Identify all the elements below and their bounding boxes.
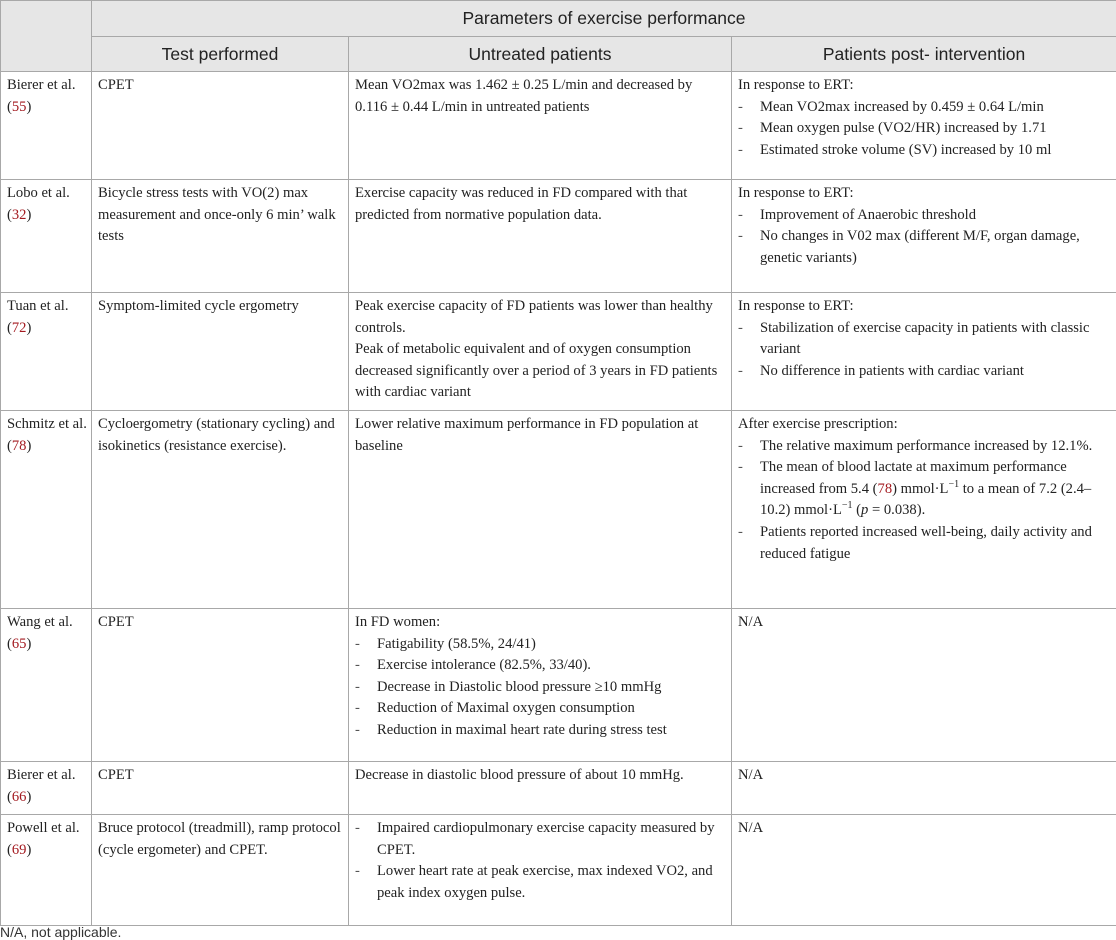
post-cell: In response to ERT: - Improvement of Anaerobic threshold - No changes in V02 max (different M/F, organ damage, genetic variants) — [732, 180, 1116, 293]
untreated-cell: Exercise capacity was reduced in FD compared with that predicted from normative population data. — [349, 180, 732, 293]
list-item: - Reduction in maximal heart rate during stress test — [355, 720, 725, 742]
table-row — [1, 608, 1116, 761]
table-row — [1, 293, 1116, 411]
test-cell: Cycloergometry (stationary cycling) and isokinetics (resistance exercise). — [92, 410, 349, 608]
header-group-label: Parameters of exercise performance — [92, 1, 1116, 37]
test-cell: CPET — [92, 72, 349, 180]
post-cell: After exercise prescription: - The relative maximum performance increased by 12.1%. - The mean of blood lactate at maximum performance increased from 5.4 (78) $mmol\cdot L^{-1}$ to a mean of 7.2 (2.4–10.2) $mmol\cdot L^{-1}$ (p = 0.038). - Patients reported increased well-being, daily activity and reduced fatigue — [732, 410, 1116, 608]
col-header-test: Test performed — [92, 37, 349, 72]
test-cell: Bruce protocol (treadmill), ramp protocol (cycle ergometer) and CPET. — [92, 815, 349, 926]
list-item: - Estimated stroke volume (SV) increased by 10 ml — [738, 140, 1110, 162]
reference-link[interactable]: 32 — [11, 206, 27, 223]
list-item: - Impaired cardiopulmonary exercise capacity measured by CPET. — [355, 818, 725, 861]
table-row — [1, 410, 1116, 608]
header-blank-cell — [1, 1, 92, 72]
post-cell: N/A — [732, 608, 1116, 761]
untreated-cell: In FD women: - Fatigability (58.5%, 24/41) - Exercise intolerance (82.5%, 33/40). - Decrease in Diastolic blood pressure ≥10 mmHg - Reduction of Maximal oxygen consumption - Reduction in maximal heart rate during stress test — [349, 608, 732, 761]
reference-link[interactable]: 78 — [11, 437, 27, 454]
reference-link[interactable]: 78 — [877, 480, 893, 497]
author-cell: Schmitz et al. (78) — [1, 410, 92, 608]
list-item: - Patients reported increased well-being, daily activity and reduced fatigue — [738, 522, 1110, 565]
list-item: - Reduction of Maximal oxygen consumption — [355, 698, 725, 720]
test-cell: CPET — [92, 608, 349, 761]
table-row — [1, 180, 1116, 293]
untreated-cell: Peak exercise capacity of FD patients was lower than healthy controls. Peak of metabolic equivalent and of oxygen consumption decreased significantly over a period of 3 years in FD patients with cardiac variant — [349, 293, 732, 411]
list-item: - The relative maximum performance increased by 12.1%. — [738, 436, 1110, 458]
table-row — [1, 72, 1116, 180]
col-header-post: Patients post- intervention — [732, 37, 1116, 72]
table-row — [1, 761, 1116, 814]
post-cell: In response to ERT: - Stabilization of exercise capacity in patients with classic variant - No difference in patients with cardiac variant — [732, 293, 1116, 411]
post-cell: N/A — [732, 815, 1116, 926]
table-row — [1, 815, 1116, 926]
author-cell: Bierer et al. (55) — [1, 72, 92, 180]
reference-link[interactable]: 72 — [11, 319, 27, 336]
author-cell: Wang et al. (65) — [1, 608, 92, 761]
untreated-cell: Decrease in diastolic blood pressure of about 10 mmHg. — [349, 761, 732, 814]
list-item: - Improvement of Anaerobic threshold — [738, 205, 1110, 227]
table-footnote: N/A, not applicable. — [0, 924, 122, 940]
untreated-cell: Lower relative maximum performance in FD population at baseline — [349, 410, 732, 608]
list-item: - No difference in patients with cardiac variant — [738, 361, 1110, 383]
reference-link[interactable]: 66 — [11, 788, 27, 805]
list-item: - Lower heart rate at peak exercise, max indexed VO2, and peak index oxygen pulse. — [355, 861, 725, 904]
reference-link[interactable]: 55 — [11, 98, 27, 115]
list-item: - Mean VO2max increased by 0.459 ± 0.64 L/min — [738, 97, 1110, 119]
author-cell: Powell et al. (69) — [1, 815, 92, 926]
post-cell: N/A — [732, 761, 1116, 814]
col-header-untreated: Untreated patients — [349, 37, 732, 72]
test-cell: Bicycle stress tests with VO(2) max measurement and once-only 6 min’ walk tests — [92, 180, 349, 293]
test-cell: CPET — [92, 761, 349, 814]
list-item: - Exercise intolerance (82.5%, 33/40). — [355, 655, 725, 677]
list-item: - The mean of blood lactate at maximum performance increased from 5.4 (78) $mmol\cdot L^{-1}$ to a mean of 7.2 (2.4–10.2) $mmol\cdot L^{-1}$ (p = 0.038). — [738, 457, 1110, 522]
list-item: - Decrease in Diastolic blood pressure ≥10 mmHg — [355, 677, 725, 699]
author-cell: Tuan et al. (72) — [1, 293, 92, 411]
test-cell: Symptom-limited cycle ergometry — [92, 293, 349, 411]
reference-link[interactable]: 65 — [11, 635, 27, 652]
list-item: - No changes in V02 max (different M/F, organ damage, genetic variants) — [738, 226, 1110, 269]
list-item: - Fatigability (58.5%, 24/41) — [355, 634, 725, 656]
author-cell: Bierer et al. (66) — [1, 761, 92, 814]
post-cell: In response to ERT: - Mean VO2max increased by 0.459 ± 0.64 L/min - Mean oxygen pulse (VO2/HR) increased by 1.71 - Estimated stroke volume (SV) increased by 10 ml — [732, 72, 1116, 180]
list-item: - Mean oxygen pulse (VO2/HR) increased by 1.71 — [738, 118, 1110, 140]
list-item: - Stabilization of exercise capacity in patients with classic variant — [738, 318, 1110, 361]
author-cell: Lobo et al. (32) — [1, 180, 92, 293]
untreated-cell: Mean VO2max was 1.462 ± 0.25 L/min and decreased by 0.116 ± 0.44 L/min in untreated patients — [349, 72, 732, 180]
reference-link[interactable]: 69 — [11, 841, 27, 858]
untreated-cell — [349, 815, 732, 926]
